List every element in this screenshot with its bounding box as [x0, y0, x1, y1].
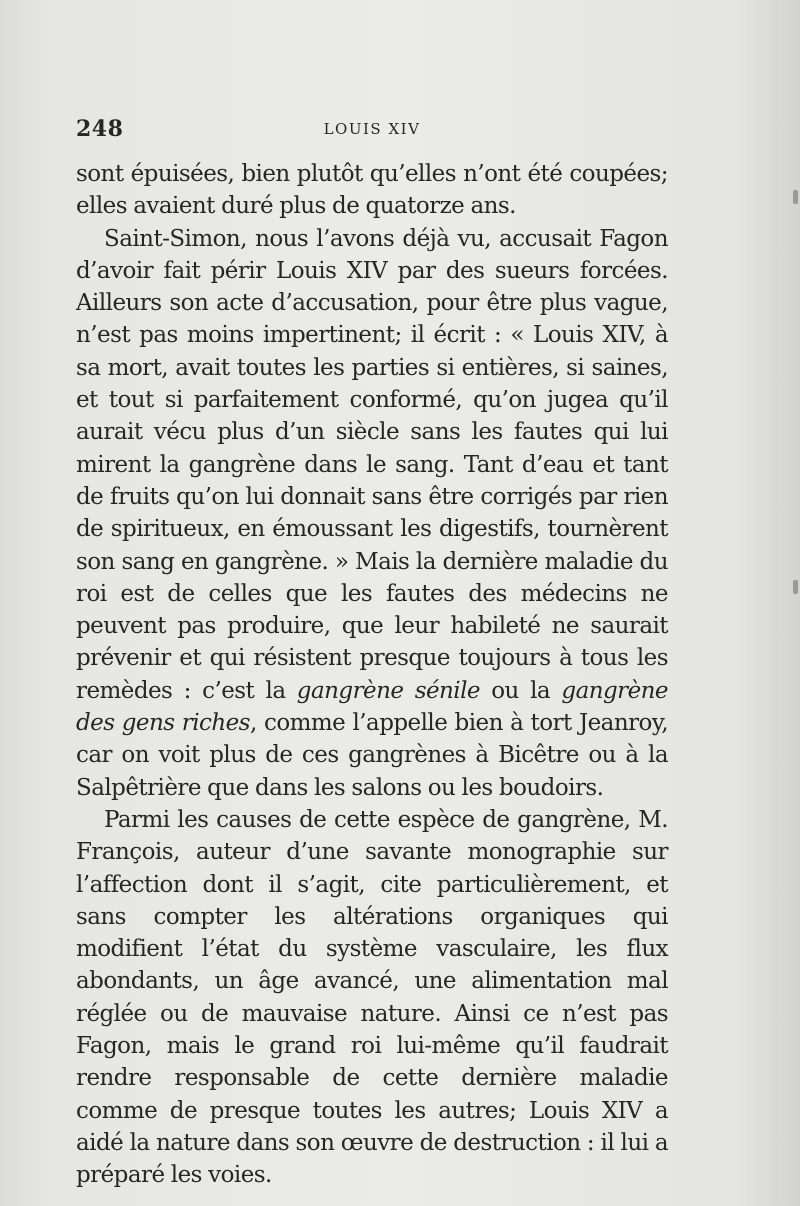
book-page — [76, 116, 668, 1192]
page-number: 248 — [76, 116, 124, 142]
body-text — [76, 158, 668, 1192]
running-head: LOUIS XIV — [323, 120, 421, 138]
paragraph-1 — [76, 158, 668, 223]
page-edge-mark — [793, 580, 798, 594]
paragraph-2-text: Saint-Simon, nous l’avons déjà vu, accusait Fagon d’avoir fait périr Louis XIV par des sueurs forcées. Ailleurs son acte d’accusation, pour être plus vague, n’est pas moins impertinent; il écrit : « Louis XIV, à sa mort, avait toutes les parties si entières, si saines, et tout si parfaitement conformé, qu’on jugea qu’il aurait vécu plus d’un siècle sans les fautes qui lui mirent la gangrène dans le sang. Tant d’eau et tant de fruits qu’on lui donnait sans être corrigés par rien de spiritueux, en émoussant les digestifs, tournèrent son sang en gangrène. » Mais la dernière maladie du roi est de celles que les fautes des médecins ne peuvent pas produire, que leur habileté ne saurait prévenir et qui résistent presque toujours à tous les remèdes : c’est la — [76, 225, 668, 704]
paragraph-3-text: Parmi les causes de cette espèce de gangrène, M. François, auteur d’une savante monographie sur l’affection dont il s’agit, cite particulièrement, et sans compter les altérations organiques qui modifient l’état du système vasculaire, les flux abondants, un âge avancé, une alimentation mal réglée ou de mauvaise nature. Ainsi ce n’est pas Fagon, mais le grand roi lui-même qu’il faudrait rendre responsable de cette dernière maladie comme de presque toutes les autres; Louis XIV a aidé la nature dans son œuvre de destruction : il lui a préparé les voies. — [76, 806, 668, 1189]
paragraph-3 — [76, 804, 668, 1192]
page-edge-mark — [793, 190, 798, 204]
italic-term-gangrene-gens-riches: gangrène des gens riches — [76, 677, 668, 737]
paragraph-2-text-middle: ou la — [479, 677, 562, 704]
italic-term-gangrene-senile: gangrène sénile — [296, 677, 480, 704]
page-header — [76, 116, 668, 150]
paragraph-1-text: sont épuisées, bien plutôt qu’elles n’ont été coupées; elles avaient duré plus de quatorze ans. — [76, 161, 668, 220]
paragraph-2 — [76, 223, 668, 804]
paragraph-2-text-after: , comme l’appelle bien à tort Jeanroy, car on voit plus de ces gangrènes à Bicêtre ou à la Salpêtrière que dans les salons ou les boudoirs. — [76, 710, 669, 801]
